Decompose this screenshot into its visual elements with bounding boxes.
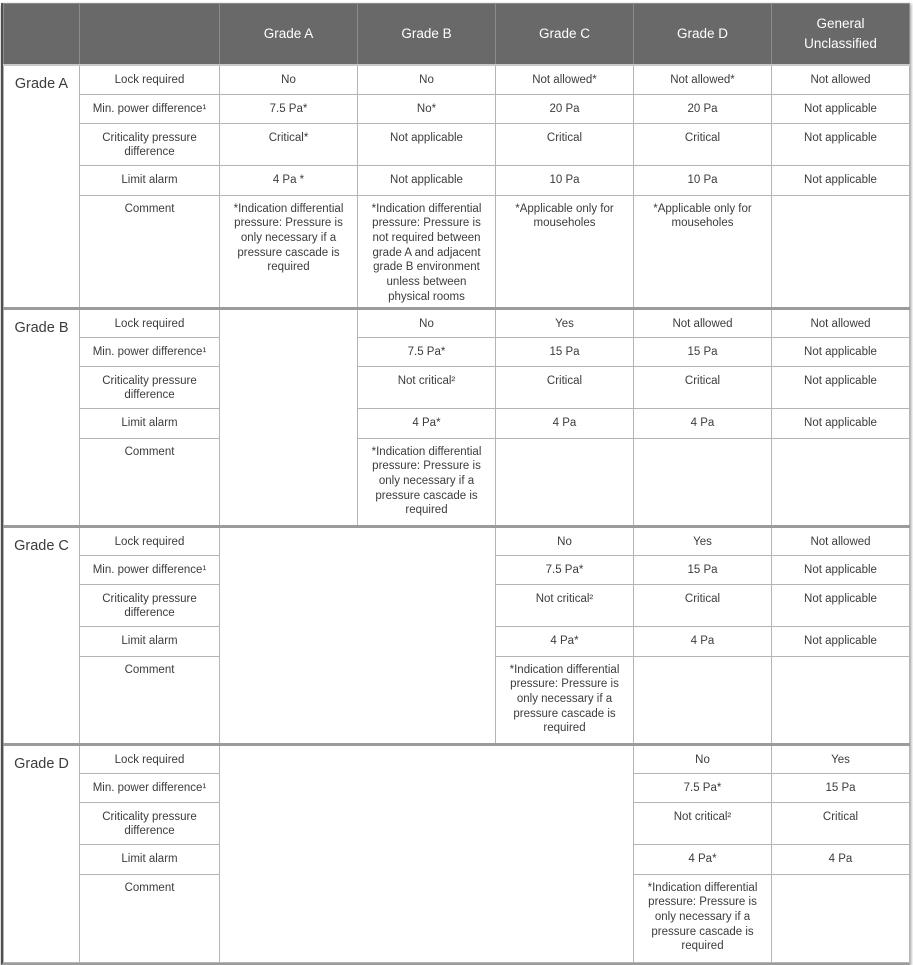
grade-requirements-table-container — [1, 3, 910, 965]
value-cell: 7.5 Pa* — [220, 94, 358, 123]
row-label: Limit alarm — [80, 165, 220, 195]
column-header-grade-a: Grade A — [220, 4, 358, 66]
row-label: Lock required — [80, 65, 220, 94]
comment-cell: *Indication differential pressure: Pressure is only necessary if a pressure cascade is required — [358, 438, 496, 526]
value-cell: No — [358, 65, 496, 94]
table-row — [4, 94, 910, 123]
value-cell: Not applicable — [772, 366, 910, 408]
value-cell: Not applicable — [772, 123, 910, 165]
value-cell: 4 Pa* — [634, 844, 772, 874]
value-cell: 20 Pa — [496, 94, 634, 123]
comment-cell: *Indication differential pressure: Pressure is only necessary if a pressure cascade is required — [220, 195, 358, 308]
value-cell: Critical — [634, 366, 772, 408]
value-cell: 4 Pa — [634, 408, 772, 438]
table-row — [4, 123, 910, 165]
table-row — [4, 337, 910, 366]
empty-region — [220, 744, 634, 962]
value-cell: 7.5 Pa* — [358, 337, 496, 366]
value-cell: No — [496, 526, 634, 555]
value-cell: Critical* — [220, 123, 358, 165]
section-grade-d — [4, 744, 910, 962]
value-cell: 15 Pa — [634, 337, 772, 366]
column-header-grade-d: Grade D — [634, 4, 772, 66]
row-label: Criticality pressure difference — [80, 366, 220, 408]
row-label: Limit alarm — [80, 408, 220, 438]
row-label: Min. power difference¹ — [80, 337, 220, 366]
value-cell: No — [634, 744, 772, 773]
comment-cell — [772, 438, 910, 526]
row-label: Lock required — [80, 744, 220, 773]
value-cell: 7.5 Pa* — [496, 555, 634, 584]
value-cell: 7.5 Pa* — [634, 773, 772, 802]
table-row — [4, 366, 910, 408]
comment-cell — [634, 438, 772, 526]
row-label: Min. power difference¹ — [80, 94, 220, 123]
comment-cell: *Indication differential pressure: Pressure is only necessary if a pressure cascade is required — [496, 656, 634, 744]
grade-pressure-matrix-table — [3, 3, 910, 963]
section-grade-c — [4, 526, 910, 744]
value-cell: Not applicable — [772, 626, 910, 656]
value-cell: Not applicable — [772, 165, 910, 195]
value-cell: No — [358, 308, 496, 337]
value-cell: Not applicable — [358, 123, 496, 165]
table-row — [4, 195, 910, 308]
table-row — [4, 165, 910, 195]
table-row — [4, 408, 910, 438]
value-cell: Critical — [496, 123, 634, 165]
value-cell: Not critical² — [496, 584, 634, 626]
value-cell: No — [220, 65, 358, 94]
section-grade-b — [4, 308, 910, 526]
row-label: Lock required — [80, 526, 220, 555]
row-label: Min. power difference¹ — [80, 773, 220, 802]
grade-label: Grade C — [4, 526, 80, 744]
value-cell: Yes — [634, 526, 772, 555]
row-label: Comment — [80, 195, 220, 308]
comment-cell — [772, 195, 910, 308]
comment-cell: *Indication differential pressure: Pressure is not required between grade A and adjacent grade B environment unless between physical rooms — [358, 195, 496, 308]
comment-cell — [496, 438, 634, 526]
grade-label: Grade A — [4, 65, 80, 308]
value-cell: Not allowed* — [496, 65, 634, 94]
table-header — [4, 4, 910, 66]
value-cell: Critical — [634, 123, 772, 165]
value-cell: 4 Pa — [772, 844, 910, 874]
value-cell: 15 Pa — [496, 337, 634, 366]
value-cell: Critical — [772, 802, 910, 844]
value-cell: Not allowed — [772, 65, 910, 94]
value-cell: Yes — [772, 744, 910, 773]
row-label: Criticality pressure difference — [80, 584, 220, 626]
table-row — [4, 744, 910, 773]
table-row — [4, 65, 910, 94]
comment-cell — [634, 656, 772, 744]
value-cell: Critical — [496, 366, 634, 408]
value-cell: 4 Pa* — [358, 408, 496, 438]
comment-cell — [772, 874, 910, 962]
value-cell: 10 Pa — [634, 165, 772, 195]
row-label: Comment — [80, 438, 220, 526]
comment-cell: *Applicable only for mouseholes — [496, 195, 634, 308]
value-cell: Not applicable — [772, 408, 910, 438]
table-row — [4, 438, 910, 526]
value-cell: Not applicable — [772, 94, 910, 123]
row-label: Lock required — [80, 308, 220, 337]
column-header-grade-c: Grade C — [496, 4, 634, 66]
table-row — [4, 308, 910, 337]
value-cell: Yes — [496, 308, 634, 337]
empty-region — [220, 526, 496, 744]
comment-cell — [772, 656, 910, 744]
column-header-grade-b: Grade B — [358, 4, 496, 66]
value-cell: 4 Pa — [496, 408, 634, 438]
grade-label: Grade B — [4, 308, 80, 526]
row-label: Min. power difference¹ — [80, 555, 220, 584]
row-label: Comment — [80, 656, 220, 744]
row-label: Criticality pressure difference — [80, 802, 220, 844]
value-cell: 10 Pa — [496, 165, 634, 195]
value-cell: 4 Pa* — [496, 626, 634, 656]
value-cell: Not applicable — [358, 165, 496, 195]
value-cell: Not allowed — [634, 308, 772, 337]
value-cell: Not applicable — [772, 337, 910, 366]
row-label: Comment — [80, 874, 220, 962]
section-grade-a — [4, 65, 910, 308]
value-cell: Not allowed* — [634, 65, 772, 94]
grade-label: Grade D — [4, 744, 80, 962]
row-label: Limit alarm — [80, 626, 220, 656]
corner-cell-attribute — [80, 4, 220, 66]
value-cell: 4 Pa — [634, 626, 772, 656]
value-cell: Not allowed — [772, 526, 910, 555]
value-cell: 15 Pa — [634, 555, 772, 584]
comment-cell: *Indication differential pressure: Pressure is only necessary if a pressure cascade is required — [634, 874, 772, 962]
value-cell: No* — [358, 94, 496, 123]
comment-cell: *Applicable only for mouseholes — [634, 195, 772, 308]
row-label: Criticality pressure difference — [80, 123, 220, 165]
value-cell: Not critical² — [358, 366, 496, 408]
value-cell: 15 Pa — [772, 773, 910, 802]
corner-cell-grade — [4, 4, 80, 66]
row-label: Limit alarm — [80, 844, 220, 874]
column-header-general-unclassified: General Unclassified — [772, 4, 910, 66]
value-cell: Not critical² — [634, 802, 772, 844]
value-cell: 20 Pa — [634, 94, 772, 123]
value-cell: Not applicable — [772, 555, 910, 584]
value-cell: Not applicable — [772, 584, 910, 626]
empty-region — [220, 308, 358, 526]
table-row — [4, 526, 910, 555]
value-cell: Not allowed — [772, 308, 910, 337]
value-cell: 4 Pa * — [220, 165, 358, 195]
header-row — [4, 4, 910, 66]
value-cell: Critical — [634, 584, 772, 626]
